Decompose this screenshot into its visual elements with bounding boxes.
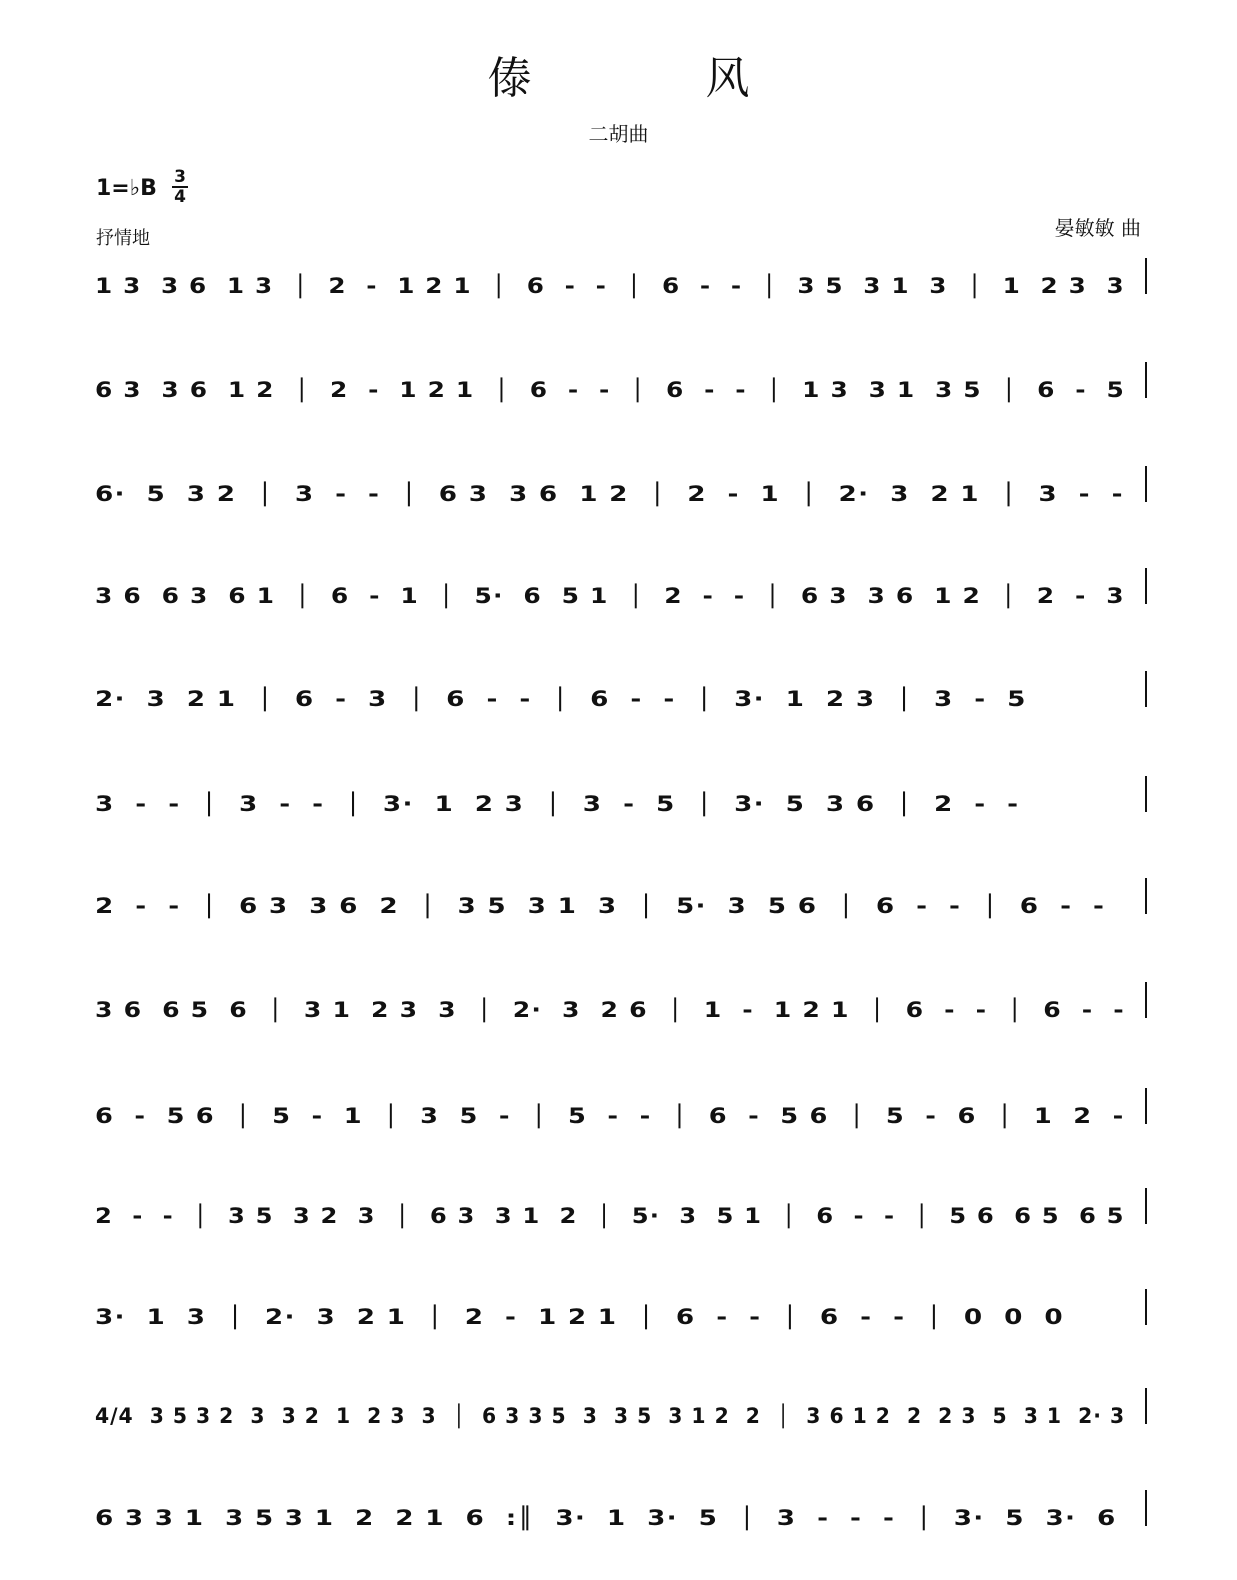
end-barline (1145, 568, 1147, 604)
notation-text: 1 3 3 6 1 3 │ 2 - 1 2 1 │ 6 - - │ 6 - - │ 3 5 3 1 3 │ 1 2 3 3 (95, 274, 1125, 298)
notation-line (95, 882, 1147, 942)
notation-text: 6 3 3 6 1 2 │ 2 - 1 2 1 │ 6 - - │ 6 - - │ 1 3 3 1 3 5 │ 6 - 5 (95, 378, 1125, 402)
notation-line (95, 1192, 1147, 1252)
notation-text: 3 6 6 5 6 │ 3 1 2 3 3 │ 2· 3 2 6 │ 1 - 1 2 1 │ 6 - - │ 6 - - (95, 998, 1125, 1022)
time-signature-bottom: 4 (174, 187, 186, 207)
notation-text: 3 6 6 3 6 1 │ 6 - 1 │ 5· 6 5 1 │ 2 - - │ 6 3 3 6 1 2 │ 2 - 3 (95, 584, 1125, 608)
end-barline (1145, 1088, 1147, 1124)
end-barline (1145, 1388, 1147, 1424)
end-barline (1145, 671, 1147, 707)
notation-text: 6· 5 3 2 │ 3 - - │ 6 3 3 6 1 2 │ 2 - 1 │ 2· 3 2 1 │ 3 - - (95, 482, 1124, 506)
end-barline (1145, 1188, 1147, 1224)
notation-line (95, 1494, 1147, 1554)
notation-text: 4/4 3 5 3 2 3 3 2 1 2 3 3 │ 6 3 3 5 3 3 5 3 1 2 2 │ 3 6 1 2 2 2 3 5 3 1 2· 3 (95, 1404, 1126, 1428)
notation-text: 6 3 3 1 3 5 3 1 2 2 1 6 :║ 3· 1 3· 5 │ 3 - - - │ 3· 5 3· 6 (95, 1506, 1117, 1530)
key-signature: 1=♭B (96, 176, 157, 201)
notation-line (95, 986, 1147, 1046)
notation-line (95, 1092, 1147, 1152)
end-barline (1145, 776, 1147, 812)
notation-line (95, 1392, 1147, 1452)
notation-line (95, 366, 1147, 426)
composer-credit: 晏敏敏 曲 (1054, 216, 1141, 240)
notation-text: 3 - - │ 3 - - │ 3· 1 2 3 │ 3 - 5 │ 3· 5 3 6 │ 2 - - (95, 792, 1020, 816)
notation-line (95, 470, 1147, 530)
tempo-marking: 抒情地 (96, 228, 150, 249)
notation-line (95, 780, 1147, 840)
notation-text: 6 - 5 6 │ 5 - 1 │ 3 5 - │ 5 - - │ 6 - 5 6 │ 5 - 6 │ 1 2 - (95, 1104, 1125, 1128)
notation-line (95, 1293, 1147, 1353)
end-barline (1145, 982, 1147, 1018)
notation-line (95, 572, 1147, 632)
notation-text: 3· 1 3 │ 2· 3 2 1 │ 2 - 1 2 1 │ 6 - - │ 6 - - │ 0 0 0 (95, 1305, 1064, 1329)
end-barline (1145, 1289, 1147, 1325)
end-barline (1145, 466, 1147, 502)
notation-text: 2 - - │ 6 3 3 6 2 │ 3 5 3 1 3 │ 5· 3 5 6 │ 6 - - │ 6 - - (95, 894, 1106, 918)
end-barline (1145, 1490, 1147, 1526)
notation-line (95, 262, 1147, 322)
notation-line (95, 675, 1147, 735)
piece-title: 傣 风 (487, 53, 830, 104)
notation-text: 2 - - │ 3 5 3 2 3 │ 6 3 3 1 2 │ 5· 3 5 1 │ 6 - - │ 5 6 6 5 6 5 (95, 1204, 1125, 1228)
time-signature-top: 3 (174, 167, 186, 187)
end-barline (1145, 362, 1147, 398)
end-barline (1145, 878, 1147, 914)
piece-subtitle: 二胡曲 (588, 122, 649, 146)
notation-text: 2· 3 2 1 │ 6 - 3 │ 6 - - │ 6 - - │ 3· 1 2 3 │ 3 - 5 (95, 687, 1027, 711)
end-barline (1145, 258, 1147, 294)
time-signature (172, 168, 188, 206)
